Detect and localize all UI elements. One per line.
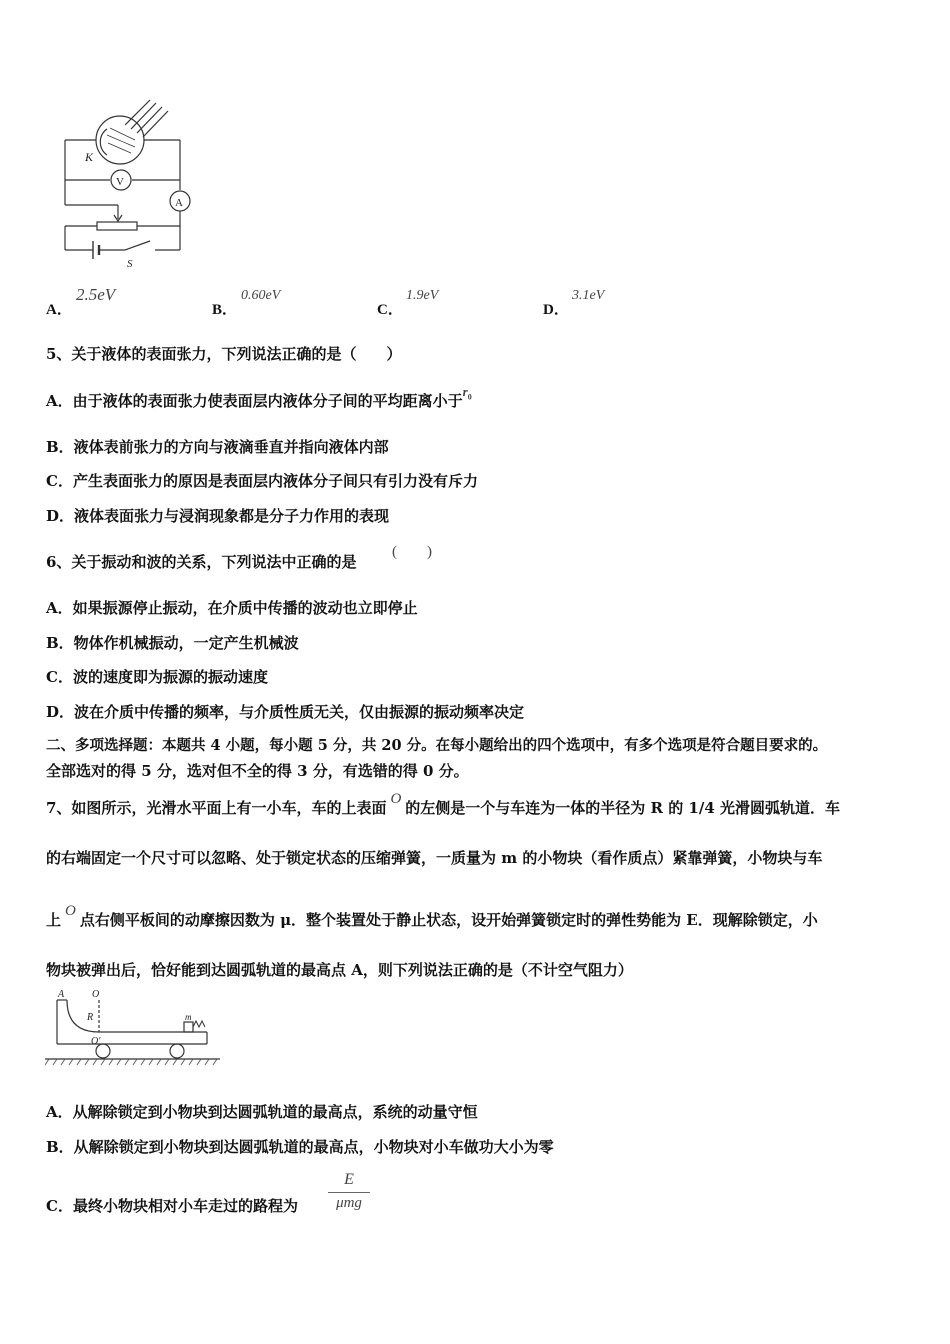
option-value: 3.1eV	[572, 288, 605, 303]
q7-line3-post: 点右侧平板间的动摩擦因数为 μ．整个装置处于静止状态，设开始弹簧锁定时的弹性势能为 E．现解除锁定，小	[79, 911, 818, 929]
q7-line2: 的右端固定一个尺寸可以忽略、处于锁定状态的压缩弹簧，一质量为 m 的小物块（看作质点）紧靠弹簧，小物块与车	[46, 849, 823, 867]
q7-option-b: B．从解除锁定到小物块到达圆弧轨道的最高点，小物块对小车做功大小为零	[46, 1138, 554, 1156]
section2-line1: 二、多项选择题：本题共 4 小题，每小题 5 分，共 20 分。在每小题给出的四个选项中，有多个选项是符合题目要求的。	[46, 737, 828, 754]
photoelectric-circuit-figure	[55, 95, 200, 270]
q7-line4: 物块被弹出后，恰好能到达圆弧轨道的最高点 A，则下列说法正确的是（不计空气阻力）	[46, 961, 633, 979]
fraction-e-over-mumg	[328, 1170, 370, 1213]
q7-line1-post: 的左侧是一个与车连为一体的半径为 R 的 1/4 光滑圆弧轨道．车	[405, 799, 841, 817]
q5-stem: 5、关于液体的表面张力，下列说法正确的是（ ）	[46, 345, 402, 363]
q5-option-d: D．液体表面张力与浸润现象都是分子力作用的表现	[46, 507, 390, 525]
q5-option-a	[46, 384, 472, 418]
q6-option-d: D．波在介质中传播的频率，与介质性质无关，仅由振源的振动频率决定	[46, 703, 525, 721]
cart-arc-figure	[45, 988, 220, 1073]
q6-option-b: B．物体作机械振动，一定产生机械波	[46, 634, 299, 652]
radius-label: R	[87, 1012, 94, 1023]
q6-paren: ( )	[392, 544, 432, 560]
point-a-label: A	[58, 989, 65, 1000]
q7-option-a: A．从解除锁定到小物块到达圆弧轨道的最高点，系统的动量守恒	[46, 1103, 478, 1121]
q7-line3	[46, 903, 818, 931]
ammeter-label: A	[175, 197, 183, 209]
q6-option-c: C．波的速度即为振源的振动速度	[46, 668, 268, 686]
option-value: 1.9eV	[406, 288, 439, 303]
r0-sub: 0	[467, 392, 472, 402]
point-o-symbol: O	[390, 791, 402, 807]
r0-symbol	[462, 384, 472, 402]
q5-option-a-text: A．由于液体的表面张力使表面层内液体分子间的平均距离小于	[46, 392, 463, 410]
q5-option-b: B．液体表前张力的方向与液滴垂直并指向液体内部	[46, 438, 389, 456]
section2-line2: 全部选对的得 5 分，选对但不全的得 3 分，有选错的得 0 分。	[46, 762, 469, 780]
q7-line3-pre: 上	[46, 911, 62, 929]
q5-option-c: C．产生表面张力的原因是表面层内液体分子间只有引力没有斥力	[46, 472, 478, 490]
option-letter: D．	[543, 302, 569, 318]
option-letter: C．	[377, 302, 403, 318]
point-o-symbol: O	[65, 903, 76, 919]
fraction-numerator: E	[344, 1171, 354, 1188]
option-letter: B．	[212, 302, 238, 318]
switch-label: S	[127, 258, 133, 270]
option-value: 0.60eV	[241, 288, 281, 303]
mass-label: m	[185, 1012, 192, 1022]
q6-option-a: A．如果振源停止振动，在介质中传播的波动也立即停止	[46, 599, 418, 617]
cathode-label: K	[85, 150, 94, 164]
fraction-denominator: μmg	[336, 1195, 362, 1211]
q6-stem: 6、关于振动和波的关系，下列说法中正确的是	[46, 553, 357, 571]
q7-line1	[46, 791, 841, 819]
option-value: 2.5eV	[76, 285, 116, 304]
r0-r: r	[462, 384, 468, 399]
q7-line1-pre: 7、如图所示，光滑水平面上有一小车，车的上表面	[46, 799, 387, 817]
point-o-prime-label: O′	[91, 1036, 101, 1047]
point-o-label: O	[92, 989, 100, 1000]
q7-option-c: C．最终小物块相对小车走过的路程为	[46, 1197, 298, 1215]
voltmeter-label: V	[116, 176, 124, 188]
option-letter: A．	[46, 302, 72, 318]
